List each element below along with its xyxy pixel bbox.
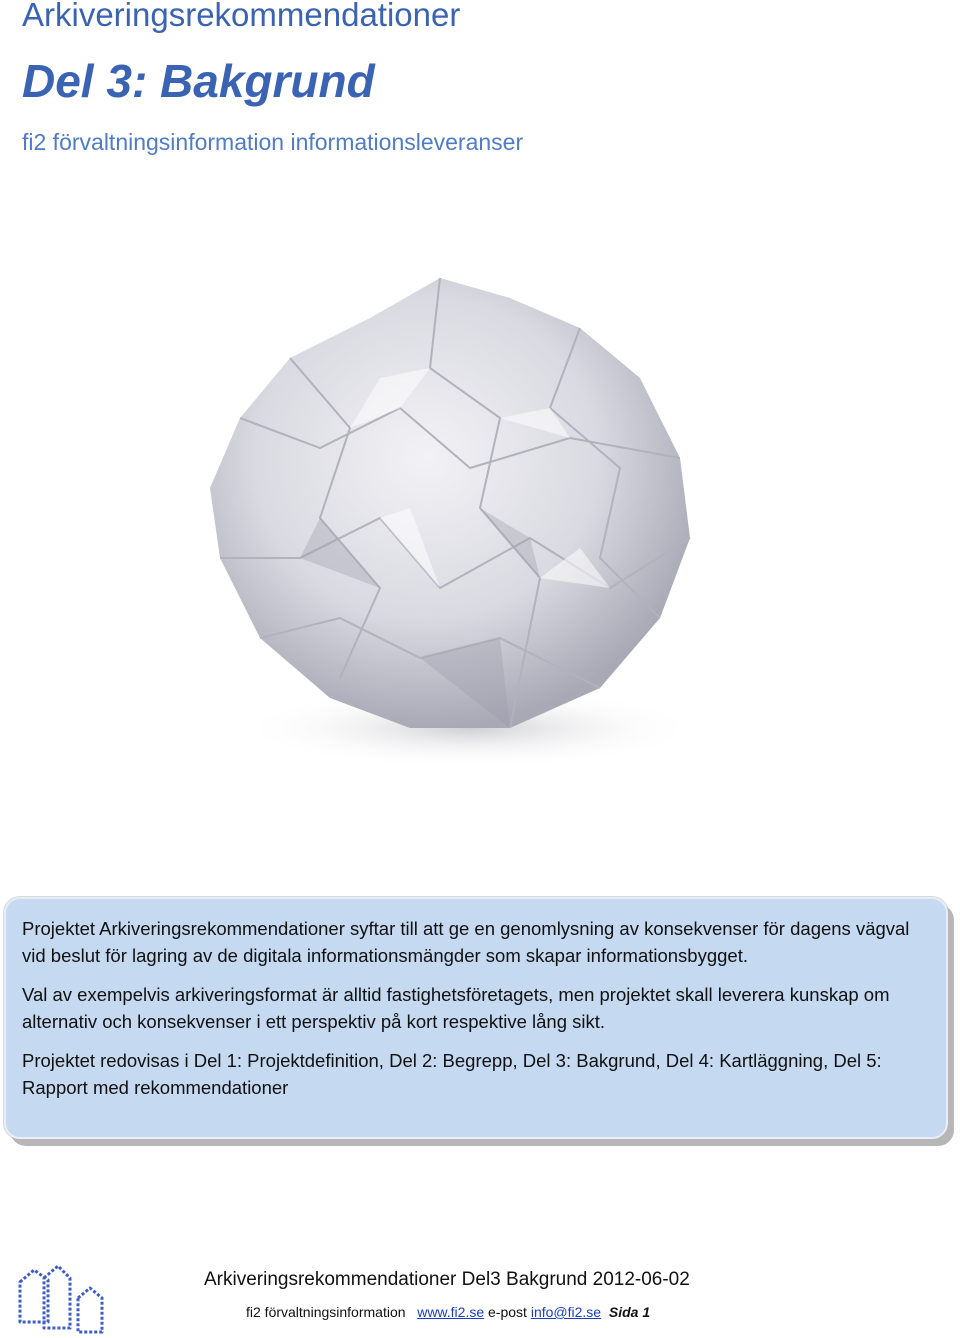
summary-paragraph: Val av exempelvis arkiveringsformat är alltid fastighetsföretagets, men projektet skall leverera kunskap om alternativ och konsekvenser i ett perspektiv på kort respektive lång sikt.: [22, 984, 890, 1032]
document-tagline: fi2 förvaltningsinformation informationsleveranser: [22, 129, 524, 155]
footer-document-reference: Arkiveringsrekommendationer Del3 Bakgrund 2012-06-02: [204, 1269, 690, 1290]
website-link[interactable]: www.fi2.se: [417, 1304, 485, 1320]
document-title: Arkiveringsrekommendationer: [22, 0, 461, 33]
page-number: Sida 1: [608, 1304, 651, 1320]
footer-contact-line: [246, 1304, 650, 1320]
summary-box: [4, 897, 948, 1139]
summary-paragraph: Projektet Arkiveringsrekommendationer syftar till att ge en genomlysning av konsekvenser för dagens vägval vid beslut för lagring av de digitala informationsmängder som skapar informationsbygget.: [22, 918, 910, 966]
document-subtitle: Del 3: Bakgrund: [22, 55, 375, 107]
footer-email-label: e-post: [488, 1304, 527, 1320]
summary-paragraph: Projektet redovisas i Del 1: Projektdefinition, Del 2: Begrepp, Del 3: Bakgrund, Del 4: Kartläggning, Del 5: Rapport med rekommendationer: [22, 1050, 882, 1098]
footer-org: fi2 förvaltningsinformation: [246, 1304, 406, 1320]
fi2-logo-icon: [14, 1262, 106, 1334]
crumpled-paper-icon: [180, 258, 740, 778]
email-link[interactable]: info@fi2.se: [530, 1304, 602, 1320]
